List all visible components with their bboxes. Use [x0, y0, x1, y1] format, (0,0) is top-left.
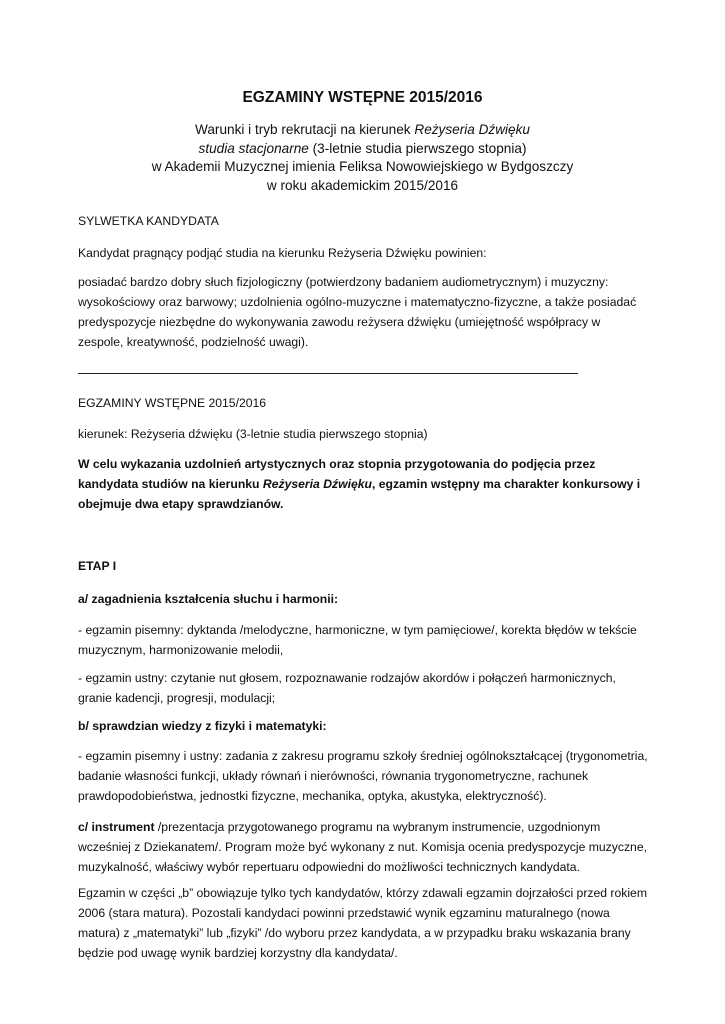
- section-c-body: /prezentacja przygotowanego programu na wybranym instrumencie, uzgodnionym wcześniej z Dziekanatem/. Program może być wykonany z nut. Komisja ocenia predyspozycje muzyczne, muzykalność, właściwy wybór repertuaru odpowiedni do możliwości technicznych kandydata.: [78, 820, 647, 874]
- section-a-heading: a/ zagadnienia kształcenia słuchu i harmonii:: [78, 592, 339, 606]
- subtitle-line-2: [0, 140, 725, 159]
- section-b-heading: b/ sprawdzian wiedzy z fizyki i matematyki:: [78, 719, 327, 733]
- bold-intro-paragraph: [78, 454, 648, 514]
- section-c-paragraph: [78, 817, 648, 877]
- section-a-item-1: - egzamin pisemny: dyktanda /melodyczne, harmoniczne, w tym pamięciowe/, korekta błędów w tekście muzycznym, harmonizowanie melodii,: [78, 623, 637, 657]
- bold-intro-text: W celu wykazania uzdolnień artystycznych oraz stopnia przygotowania do podjęcia przez kandydata studiów na kierunku: [78, 457, 596, 491]
- sylwetka-body: posiadać bardzo dobry słuch fizjologiczny (potwierdzony badaniem audiometrycznym) i muzyczny: wysokościowy oraz barwowy; uzdolnienia ogólno-muzyczne i matematyczno-fizyczne, a także posiadać predyspozycje niezbędne do wykonywania zawodu reżysera dźwięku (umiejętność współpracy w zespole, kreatywność, podzielność uwagi).: [78, 275, 637, 349]
- section-heading-sylwetka: SYLWETKA KANDYDATA: [78, 214, 219, 228]
- subtitle-line-1-italic: Reżyseria Dźwięku: [414, 122, 530, 137]
- section-heading-egzaminy: EGZAMINY WSTĘPNE 2015/2016: [78, 396, 267, 410]
- page-title: EGZAMINY WSTĘPNE 2015/2016: [242, 89, 483, 106]
- subtitle-line-3: w Akademii Muzycznej imienia Feliksa Nowowiejskiego w Bydgoszczy: [151, 159, 574, 174]
- subtitle-line-4: w roku akademickim 2015/2016: [266, 177, 459, 193]
- kierunek-line: kierunek: Reżyseria dźwięku (3-letnie studia pierwszego stopnia): [78, 427, 428, 441]
- sylwetka-intro: Kandydat pragnący podjąć studia na kierunku Reżyseria Dźwięku powinien:: [78, 246, 487, 260]
- horizontal-rule: [78, 373, 578, 374]
- section-a-item-2: - egzamin ustny: czytanie nut głosem, rozpoznawanie rodzajów akordów i połączeń harmonicznych, granie kadencji, progresji, modulacji;: [78, 671, 616, 705]
- subtitle-line-2-text: (3-letnie studia pierwszego stopnia): [308, 140, 527, 156]
- subtitle-line-1: [0, 121, 725, 140]
- subtitle-block: [0, 121, 725, 195]
- section-c-heading: c/ instrument: [78, 820, 155, 834]
- bold-intro-tail: , egzamin wstępny ma charakter konkursowy i obejmuje dwa etapy sprawdzianów.: [78, 477, 641, 511]
- section-b-item-1: - egzamin pisemny i ustny: zadania z zakresu programu szkoły średniej ogólnokształcącej (trygonometria, badanie własności funkcji, układy równań i nierówności, równania trygonometryczne, rachunek prawdopodobieństwa, jednostki fizyczne, mechanika, optyka, akustyka, elektryczność).: [78, 749, 648, 803]
- etap-heading: ETAP I: [78, 559, 117, 573]
- subtitle-line-1-text: Warunki i tryb rekrutacji na kierunek: [195, 122, 415, 137]
- bold-intro-italic: Reżyseria Dźwięku: [262, 477, 372, 491]
- subtitle-line-2-italic: studia stacjonarne: [198, 140, 309, 156]
- note-paragraph: Egzamin w części „b” obowiązuje tylko tych kandydatów, którzy zdawali egzamin dojrzałości przed rokiem 2006 (stara matura). Pozostali kandydaci powinni przedstawić wynik egzaminu maturalnego (nowa matura) z „matematyki” lub „fizyki” /do wyboru przez kandydata, a w przypadku braku wskazania brany będzie pod uwagę wynik bardziej korzystny dla kandydata/.: [78, 886, 647, 960]
